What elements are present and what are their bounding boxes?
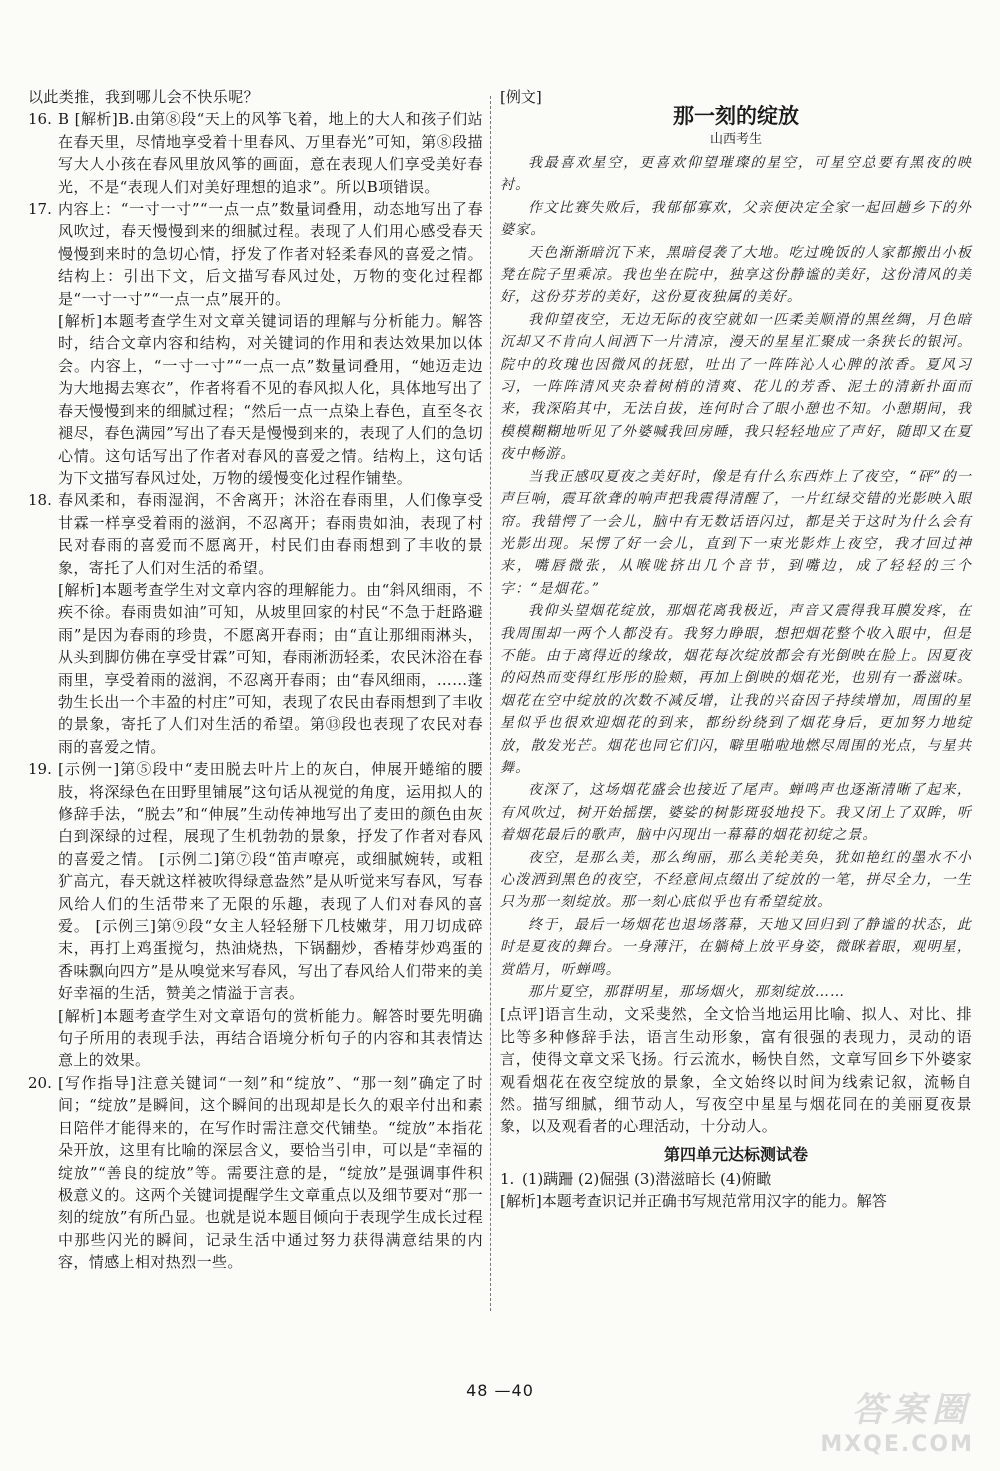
question-19-analysis: [解析]本题考查学生对文章语句的赏析能力。解答时要先明确句子所用的表现手法，再结合语境分析句子的内容和其表情达意上的效果。 [58, 1006, 483, 1070]
question-number: 17. [28, 200, 52, 219]
question-number: 18. [28, 491, 52, 510]
watermark-logo [772, 1378, 982, 1463]
essay-paragraph: 我仰望夜空，无边无际的夜空就如一匹柔美顺滑的黑丝绸，月色暗沉却又不肯向人间洒下一片清凉，漫天的星星汇聚成一条狭长的银河。院中的玫瑰也因微风的抚慰，吐出了一阵阵沁人心脾的浓香。夏风习习，一阵阵清风夹杂着树梢的清爽、花儿的芳香、泥土的清新扑面而来，我深陷其中，无法自拔，连何时合了眼小憩也不知。小憩期间，我模模糊糊地听见了外婆喊我回房睡，我只轻轻地应了声好，随即又在夏夜中畅游。 [500, 311, 972, 463]
essay-paragraph: 作文比赛失败后，我郁郁寡欢，父亲便决定全家一起回趟乡下的外婆家。 [500, 199, 972, 239]
essay-paragraph: 我最喜欢星空，更喜欢仰望璀璨的星空，可星空总要有黑夜的映衬。 [500, 155, 972, 194]
question-16 [28, 108, 483, 198]
right-column [500, 86, 972, 1213]
question-number: 16. [28, 110, 52, 129]
watermark-text: 答案圈 [852, 1390, 972, 1430]
section-title: 第四单元达标测试卷 [663, 1144, 808, 1164]
watermark-url: MXQE.COM [820, 1432, 974, 1457]
essay-paragraph: 终于，最后一场烟花也退场落幕，天地又回归到了静谧的状态，此时是夏夜的舞台。一身薄汗，在躺椅上放平身姿，微眯着眼，观明星，赏皓月，听蝉鸣。 [500, 916, 972, 978]
essay-paragraph: 夜深了，这场烟花盛会也接近了尾声。蝉鸣声也逐渐清晰了起来，有风吹过，树开始摇摆，婆娑的树影斑驳地投下。我又闭上了双眸，听着烟花最后的歌声，脑中闪现出一幕幕的烟花初绽之景。 [500, 782, 972, 844]
intro-line: 以此类推，我到哪儿会不快乐呢？ [28, 88, 260, 106]
test-question-1-analysis: [解析]本题考查识记并正确书写规范常用汉字的能力。解答 [500, 1192, 887, 1211]
question-19-answer: [示例一]第⑤段中“麦田脱去叶片上的灰白，伸展开蜷缩的腰肢，将深绿色在田野里铺展”这句话从视觉的角度，运用拟人的修辞手法，“脱去”和“伸展”生动传神地写出了麦田的颜色由灰白到深绿的过程，展现了生机勃勃的景象，抒发了作者对春风的喜爱之情。 [示例二]第⑦段“笛声嘹亮，或细腻婉转，或粗犷高亢，春天就这样被吹得绿意盎然”是从听觉来写春风，写春风给人们的生活带来了无限的乐趣，表现了人们对春风的喜爱。 [示例三]第⑨段“女主人轻轻掰下几枝嫩芽，用刀切成碎末，再打上鸡蛋搅匀，热油烧热，下锅翻炒，香椿芽炒鸡蛋的香味飘向四方”是从嗅觉来写春风，写出了春风给人们带来的美好幸福的生活，赞美之情溢于言表。 [58, 760, 483, 1003]
essay-author: 山西考生 [709, 132, 762, 147]
question-17-analysis: [解析]本题考查学生对文章关键词语的理解与分析能力。解答时，结合文章内容和结构，对关键词的作用和表达效果加以体会。内容上，“一寸一寸”“一点一点”数量词叠用，“她迈走边为大地揭去寒衣”，作者将看不见的春风拟人化，具体地写出了春天慢慢到来的细腻过程；“然后一点一点染上春色，直至冬衣褪尽，春色满园”写出了春天是慢慢到来的，表现了人们的急切心情。这句话写出了作者对春风的喜爱之情。结构上，这句话为下文描写春风过处，万物的缓慢变化过程作铺垫。 [58, 312, 483, 487]
essay-paragraph: 那片夏空，那群明星，那场烟火，那刻绽放…… [528, 984, 846, 1001]
question-20 [28, 1072, 483, 1274]
question-19 [28, 758, 483, 1072]
test-question-1 [500, 1168, 972, 1190]
question-number: 1. [500, 1169, 515, 1188]
question-number: 20. [28, 1073, 52, 1092]
page-number: 48 —40 [466, 1381, 534, 1400]
question-16-answer: B [解析]B.由第⑧段“天上的风筝飞着，地上的大人和孩子们站在春天里，尽情地享受着十里春风、万里春光”可知，第⑧段描写大人小孩在春风里放风筝的画面，意在表现人们享受美好春光，不是“表现人们对美好理想的追求”。所以B项错误。 [58, 110, 483, 196]
test-question-1-answer: (1)蹒跚 (2)倔强 (3)潜滋暗长 (4)俯瞰 [522, 1169, 772, 1188]
essay-paragraph: 我仰头望烟花绽放，那烟花离我极近，声音又震得我耳膜发疼，在我周围却一两个人都没有。我努力睁眼，想把烟花整个收入眼中，但是不能。由于离得近的缘故，烟花每次绽放都会有光倒映在脸上。因夏夜的闷热而变得红彤彤的脸颊，再加上倒映的烟花光，也别有一番滋味。烟花在空中绽放的次数不减反增，让我的兴奋因子持续增加，周围的星星似乎也很欢迎烟花的到来，都纷纷绕到了烟花身后，更加努力地绽放，散发光芒。烟花也同它们闪，噼里啪啦地燃尽周围的光点，与星共舞。 [500, 603, 972, 776]
essay-paragraph: 天色渐渐暗沉下来，黑暗侵袭了大地。吃过晚饭的人家都搬出小板凳在院子里乘凉。我也坐在院中，独享这份静谧的美好，这份清风的美好，这份芬芳的美好，这份夏夜独属的美好。 [500, 244, 972, 306]
question-20-writing-guide: [写作指导]注意关键词“一刻”和“绽放”、“那一刻”确定了时间；“绽放”是瞬间，这个瞬间的出现却是长久的艰辛付出和素日陪伴才能得来的，在写作时需注意交代铺垫。“绽放”本指花朵开放，这里有比喻的深层含义，要恰当引申，可以是“幸福的绽放”“善良的绽放”等。需要注意的是，“绽放”是强调事件积极意义的。这两个关键词提醒学生文章重点以及细节要对“那一刻的绽放”有所凸显。也就是说本题目倾向于表现学生成长过程中那些闪光的瞬间，记录生活中通过努力获得满意结果的内容，情感上相对热烈一些。 [58, 1073, 483, 1272]
question-18-answer: 春风柔和，春雨湿润，不舍离开；沐浴在春雨里，人们像享受甘霖一样享受着雨的滋润，不忍离开；春雨贵如油，表现了村民对春雨的喜爱而不愿离开，村民们由春雨想到了丰收的景象，寄托了人们对生活的希望。 [58, 491, 483, 577]
column-divider [490, 96, 491, 1311]
essay-title: 那一刻的绽放 [673, 104, 799, 128]
left-column [28, 86, 483, 1274]
question-18-analysis: [解析]本题考查学生对文章内容的理解能力。由“斜风细雨，不疾不徐。春雨贵如油”可知，从坡里回家的村民“不急于赶路避雨”是因为春雨的珍贵，不愿离开春雨；由“直让那细雨淋头，从头到脚仿佛在享受甘霖”可知，春雨淅沥轻柔，农民沐浴在春雨里，享受着雨的滋润，不忍离开春雨；由“春风细雨，……蓬勃生长出一个丰盈的村庄”可知，表现了农民由春雨想到了丰收的景象，寄托了人们对生活的希望。第⑬段也表现了农民对春雨的喜爱之情。 [58, 580, 483, 756]
essay-paragraph: 夜空，是那么美，那么绚丽，那么美轮美奂，犹如艳红的墨水不小心泼洒到黑色的夜空，不经意间点缀出了绽放的一笔，拼尽全力，一生只为那一刻绽放。那一刻心底似乎也有希望绽放。 [500, 849, 972, 911]
essay-paragraph: 当我正感叹夏夜之美好时，像是有什么东西炸上了夜空，“砰”的一声巨响，震耳欲聋的响声把我震得清醒了，一片红绿交错的光影映入眼帘。我错愕了一会儿，脑中有无数话语闪过，都是关于这时为什么会有光影出现。呆愣了好一会儿，直到下一束光影炸上夜空，我才回过神来，嘴唇微张，从喉咙挤出几个音节，到嘴边，成了轻轻的三个字：“是烟花。” [500, 468, 972, 597]
question-17 [28, 198, 483, 489]
question-number: 19. [28, 760, 52, 779]
essay-comment: [点评]语言生动，文采斐然，全文恰当地运用比喻、拟人、对比、排比等多种修辞手法，语言生动形象，富有很强的表现力，灵动的语言，使得文章文采飞扬。行云流水，畅快自然，文章写回乡下外婆家观看烟花在夜空绽放的景象，全文始终以时间为线索记叙，流畅自然。描写细腻，细节动人，写夜空中星星与烟花同在的美丽夏夜景象，以及观看者的心理活动，十分动人。 [500, 1005, 972, 1136]
question-17-answer: 内容上：“一寸一寸”“一点一点”数量词叠用，动态地写出了春风吹过，春天慢慢到来的细腻过程。表现了人们用心感受春天慢慢到来时的急切心情，抒发了作者对轻柔春风的喜爱之情。结构上：引出下文，后文描写春风过处，万物的变化过程都是“一寸一寸”“一点一点”展开的。 [58, 200, 483, 308]
example-tag: [例文] [500, 88, 542, 106]
question-18 [28, 489, 483, 758]
